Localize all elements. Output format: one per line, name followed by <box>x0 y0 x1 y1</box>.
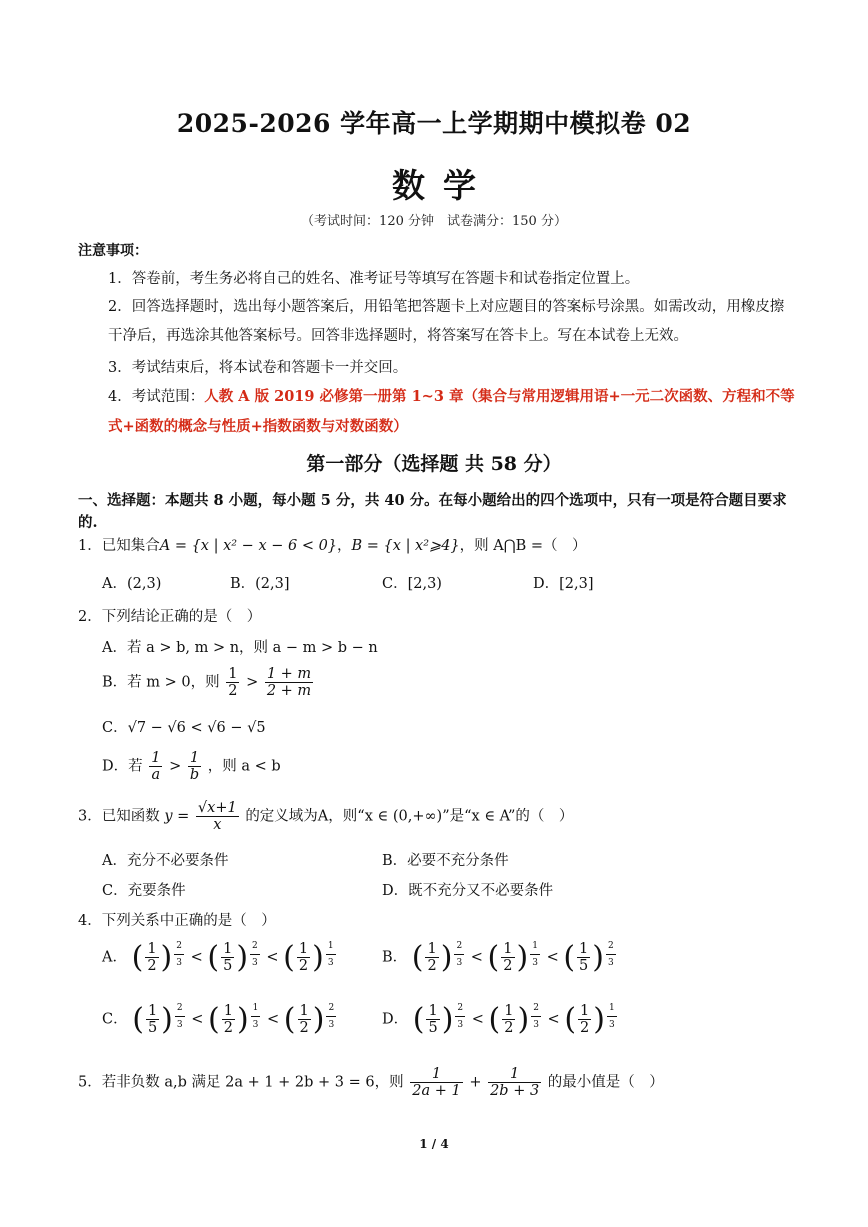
q2-d-text-post: ，则 a < b <box>207 758 281 775</box>
q1-set-a: A = {x | x² − x − 6 < 0} <box>159 538 338 554</box>
q4-b-label: B． <box>382 949 408 966</box>
q4-b-e3-den: 3 <box>608 958 614 968</box>
q2-b-f2-den: 2 + m <box>266 683 312 699</box>
q2-b-f1-num: 1 <box>228 666 238 682</box>
question-1-stem <box>78 534 587 555</box>
q2-d-f2-den: b <box>189 767 200 783</box>
q4-c-e1-num: 2 <box>175 1000 185 1017</box>
q2-option-d[interactable] <box>102 750 281 783</box>
q5-f2-den: 2b + 3 <box>490 1083 540 1099</box>
exam-title: 2025-2026 学年高一上学期期中模拟卷 02 <box>176 109 692 138</box>
q2-b-text: B．若 m > 0，则 <box>102 674 220 691</box>
q4-a-lt1: < <box>190 949 203 966</box>
q4-a-e1-num: 2 <box>174 938 184 955</box>
q3-func-den: x <box>213 817 222 833</box>
q4-option-b[interactable]: B． ( $\frac{1}{2}$ ) $\frac{2}{3}$ < ( $\frac{1}{2}$ ) $\frac{1}{3}$ < ( $\frac{1}{5}$ ) $\frac{2}{3}$ <box>382 940 614 975</box>
q4-d-e2-num: 2 <box>531 1000 541 1017</box>
q4-d-t1-den: 5 <box>428 1020 438 1036</box>
q4-a-t2-num: 1 <box>223 941 233 957</box>
q2-b-f2-num: 1 + m <box>266 666 312 682</box>
q1-set-b: B = {x | x²⩾4} <box>351 538 460 554</box>
section-instruction: 一、选择题：本题共 8 小题，每小题 5 分，共 40 分。在每小题给出的四个选项中，只有一项是符合题目要求的. <box>78 492 787 531</box>
q2-d-gt: > <box>169 758 182 775</box>
q1-text-b: ，则 A⋂B =（ ） <box>459 538 587 554</box>
question-5-stem <box>78 1066 664 1099</box>
q4-a-t1-num: 1 <box>147 941 157 957</box>
q3-option-b[interactable]: B．必要不充分条件 <box>382 853 509 869</box>
q5-f1-num: 1 <box>410 1066 462 1083</box>
q2-b-frac-1 <box>226 666 239 699</box>
q5-f2-num: 1 <box>488 1066 541 1083</box>
q5-text-post: 的最小值是（ ） <box>547 1074 664 1091</box>
q4-c-t3-den: 2 <box>299 1020 309 1036</box>
q4-b-e2-num: 1 <box>530 938 540 955</box>
q4-d-e3-num: 1 <box>607 1000 617 1017</box>
notice-heading: 注意事项： <box>78 243 148 259</box>
q4-d-t2-den: 2 <box>504 1020 514 1036</box>
question-4-stem: 4．下列关系中正确的是（ ） <box>78 913 276 929</box>
q1-option-b[interactable]: B．(2,3] <box>230 576 290 592</box>
q4-d-t2-num: 1 <box>504 1003 514 1019</box>
q4-b-e1-num: 2 <box>454 938 464 955</box>
q3-option-c[interactable]: C．充要条件 <box>102 883 186 899</box>
q3-func-num: √x+1 <box>197 800 237 816</box>
q3-func-y: y = <box>164 808 190 825</box>
q4-d-t1-num: 1 <box>428 1003 438 1019</box>
q4-b-t1-den: 2 <box>427 958 437 974</box>
q3-option-d[interactable]: D．既不充分又不必要条件 <box>382 883 554 899</box>
notice-item-2: 2．回答选择题时，选出每小题答案后，用铅笔把答题卡上对应题目的答案标号涂黑。如需改动，用橡皮擦干净后，再选涂其他答案标号。回答非选择题时，将答案写在答卡上。写在本试卷上无效。 <box>108 299 785 344</box>
q4-a-t3-num: 1 <box>298 941 309 957</box>
q4-a-e2-den: 3 <box>252 958 258 968</box>
q2-option-c[interactable]: C．√7 − √6 < √6 − √5 <box>102 720 266 736</box>
q3-func-frac <box>196 800 239 833</box>
q5-frac-2 <box>488 1066 541 1099</box>
notice-item-1: 1．答卷前，考生务必将自己的姓名、准考证号等填写在答题卡和试卷指定位置上。 <box>108 271 640 287</box>
q2-d-frac-1 <box>149 750 162 783</box>
q5-plus: + <box>469 1074 482 1091</box>
q2-b-frac-2 <box>265 666 313 699</box>
question-3-stem <box>78 800 573 833</box>
q1-option-d[interactable]: D．[2,3] <box>533 576 594 592</box>
q2-d-text-pre: D．若 <box>102 758 143 775</box>
q4-d-lt1: < <box>471 1011 484 1028</box>
question-2-stem: 2．下列结论正确的是（ ） <box>78 609 262 625</box>
q3-text-post: 的定义域为A，则“x ∈ (0,+∞)”是“x ∈ A”的（ ） <box>245 808 574 825</box>
q4-d-label: D． <box>382 1011 409 1028</box>
q3-option-a[interactable]: A．充分不必要条件 <box>102 853 229 869</box>
q4-c-lt1: < <box>191 1011 204 1028</box>
q4-c-label: C． <box>102 1011 128 1028</box>
q4-a-t2-den: 5 <box>223 958 233 974</box>
q4-option-d[interactable]: D． ( $\frac{1}{5}$ ) $\frac{2}{3}$ < ( $\frac{1}{2}$ ) $\frac{2}{3}$ < ( $\frac{1}{2}$ ) $\frac{1}{3}$ <box>382 1002 615 1037</box>
q1-sep: ， <box>337 538 352 554</box>
q4-d-e2-den: 3 <box>533 1020 539 1030</box>
q4-option-c[interactable]: C． ( $\frac{1}{5}$ ) $\frac{2}{3}$ < ( $\frac{1}{2}$ ) $\frac{1}{3}$ < ( $\frac{1}{2}$ ) $\frac{2}{3}$ <box>102 1002 335 1037</box>
section-title: 第一部分（选择题 共 58 分） <box>306 453 562 475</box>
q2-d-f1-den: a <box>151 767 161 783</box>
q3-text-pre: 3．已知函数 <box>78 808 160 825</box>
q4-c-lt2: < <box>267 1011 280 1028</box>
notice-item-3: 3．考试结束后，将本试卷和答题卡一并交回。 <box>108 360 408 376</box>
subject-title: 数学 <box>392 166 494 205</box>
q4-b-lt1: < <box>470 949 483 966</box>
q2-d-f1-num: 1 <box>151 750 161 766</box>
q5-f1-den: 2a + 1 <box>412 1083 461 1099</box>
q4-c-t1-den: 5 <box>147 1020 158 1036</box>
q4-c-e3-num: 2 <box>326 1000 336 1017</box>
q4-b-t2-den: 2 <box>503 958 513 974</box>
q2-b-f1-den: 2 <box>228 683 238 699</box>
notice-item-4-prefix: 4．考试范围： <box>108 389 205 405</box>
q4-b-lt2: < <box>546 949 559 966</box>
q4-c-e1-den: 3 <box>176 1020 183 1030</box>
q4-a-e3-num: 1 <box>326 938 336 955</box>
q4-a-e3-den: 3 <box>327 958 334 968</box>
q4-c-e3-den: 3 <box>328 1020 335 1030</box>
q1-text-a: 1．已知集合 <box>78 538 160 554</box>
q4-b-t2-num: 1 <box>503 941 513 957</box>
q2-b-gt: > <box>246 674 259 691</box>
q2-d-frac-2 <box>188 750 201 783</box>
q4-c-t2-num: 1 <box>223 1003 233 1019</box>
q4-b-e2-den: 3 <box>532 958 538 968</box>
q1-option-c[interactable]: C．[2,3) <box>382 576 442 592</box>
q4-b-e3-num: 2 <box>606 938 616 955</box>
q4-d-e1-num: 2 <box>455 1000 465 1017</box>
q5-text-pre: 5．若非负数 a,b 满足 2a + 1 + 2b + 3 = 6，则 <box>78 1074 404 1091</box>
page-number: 1 / 4 <box>419 1137 449 1151</box>
q2-option-b[interactable] <box>102 666 315 699</box>
q4-a-t1-den: 2 <box>147 958 157 974</box>
q4-c-e2-den: 3 <box>252 1020 259 1030</box>
exam-info: （考试时间：120 分钟 试卷满分：150 分） <box>301 214 567 229</box>
q4-b-t1-num: 1 <box>427 941 437 957</box>
q4-a-t3-den: 2 <box>298 958 309 974</box>
q4-a-lt2: < <box>266 949 279 966</box>
exam-scope: 人教 A 版 2019 必修第一册第 1~3 章（集合与常用逻辑用语+一元二次函数、方程和不等式+函数的概念与性质+指数函数与对数函数） <box>108 388 795 435</box>
q4-a-e2-num: 2 <box>250 938 260 955</box>
q4-d-e3-den: 3 <box>608 1020 615 1030</box>
q2-d-f2-num: 1 <box>188 750 201 767</box>
q4-b-t3-den: 5 <box>579 958 589 974</box>
q4-c-t3-num: 1 <box>299 1003 309 1019</box>
notice-item-4 <box>108 382 798 442</box>
q5-frac-1 <box>410 1066 462 1099</box>
q4-c-t1-num: 1 <box>147 1003 158 1019</box>
q4-b-t3-num: 1 <box>579 941 589 957</box>
q1-option-a[interactable]: A．(2,3) <box>102 576 162 592</box>
q4-d-lt2: < <box>547 1011 560 1028</box>
q2-option-a[interactable]: A．若 a > b, m > n，则 a − m > b − n <box>102 640 378 656</box>
q4-a-label: A． <box>102 949 127 966</box>
q4-c-e2-num: 1 <box>251 1000 261 1017</box>
q4-c-t2-den: 2 <box>223 1020 233 1036</box>
q4-d-e1-den: 3 <box>457 1020 464 1030</box>
q4-d-t3-num: 1 <box>580 1003 590 1019</box>
q4-a-e1-den: 3 <box>176 958 182 968</box>
q4-d-t3-den: 2 <box>580 1020 590 1036</box>
q4-b-e1-den: 3 <box>456 958 463 968</box>
q4-option-a[interactable]: A． ( $\frac{1}{2}$ ) $\frac{2}{3}$ < ( $\frac{1}{5}$ ) $\frac{2}{3}$ < ( $\frac{1}{2}$ ) $\frac{1}{3}$ <box>102 940 334 975</box>
